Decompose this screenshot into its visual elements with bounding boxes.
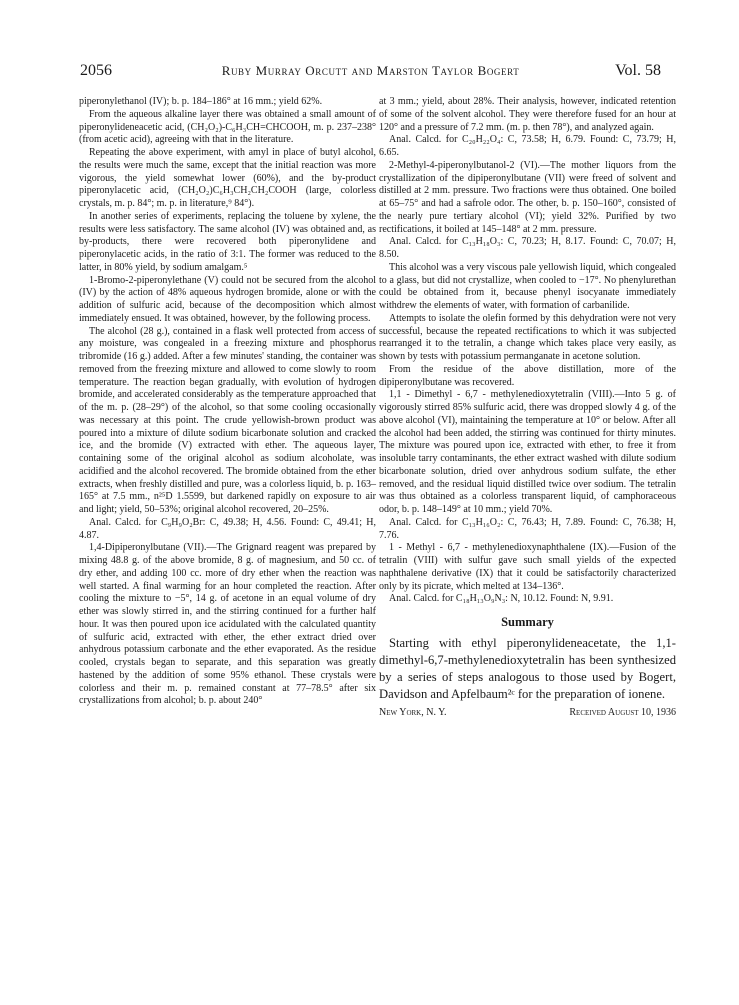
summary-text: Starting with ethyl piperonylideneacetate, the 1,1-dimethyl-6,7-methylenedioxytetralin has been synthesized by a series of steps analogous to those used by Bogert, Davidson and Apfelbaum²ᶜ for the preparation of ionene. (379, 635, 676, 702)
paragraph: From the aqueous alkaline layer there was obtained a small amount of piperonylideneacetic acid, (CH₂O₂)-C₆H₃CH=CHCOOH, m. p. 237–238° (from acetic acid), agreeing with that in the literature. (79, 108, 376, 146)
analysis-line: Anal. Calcd. for C₂₀H₂₂O₄: C, 73.58; H, 6.79. Found: C, 73.79; H, 6.65. (379, 134, 676, 158)
paragraph: 1,1 - Dimethyl - 6,7 - methylenedioxytetralin (VIII).—Into 5 g. of vigorously stirred 85% sulfuric acid, there was dropped slowly 4 g. of the above alcohol (VI), maintaining the temperature at 10° or below. After all the alcohol had been added, the stirring was continued for thirty minutes. The mixture was poured upon ice, extracted with ether, to free it from insoluble tarry contaminants, the ether extract washed with dilute sodium bicarbonate solution, dried over anhydrous sodium sulfate, the ether removed, and the residual liquid distilled twice over sodium. The tetralin was thus obtained as a colorless transparent liquid, of camphoraceous odor, b. p. 148–149° at 10 mm.; yield 70%. (379, 389, 676, 515)
left-column (79, 96, 376, 708)
paragraph: From the residue of the above distillation, more of the dipiperonylbutane was recovered. (379, 363, 676, 388)
paragraph: In another series of experiments, replacing the toluene by xylene, the results were less satisfactory. The same alcohol (IV) was obtained and, as by-products, there were recovered both piperonylidene and piperonylacetic acids, in the ratio of 3:1. The former was reduced to the latter, in 80% yield, by sodium amalgam.⁵ (79, 210, 376, 273)
location: New York, N. Y. (379, 706, 447, 718)
page-number: 2056 (80, 62, 112, 79)
right-column (379, 96, 676, 721)
paragraph: This alcohol was a very viscous pale yellowish liquid, which congealed to a glass, but did not crystallize, when cooled to −17°. No phenylurethan could be obtained from it, because phenyl isocyanate immediately withdrew the elements of water, with formation of carbanilide. (379, 261, 676, 311)
paragraph: at 3 mm.; yield, about 28%. Their analysis, however, indicated retention of some of the solvent alcohol. They were therefore fused for an hour at 120° and a pressure of 7.2 mm. (m. p. then 78°), and analyzed again. (379, 96, 676, 133)
running-header (80, 62, 661, 82)
running-title: Ruby Murray Orcutt and Marston Taylor Bogert (221, 63, 520, 78)
paragraph: 1 - Methyl - 6,7 - methylenedioxynaphthalene (IX).—Fusion of the tetralin (VIII) with sulfur gave such small yields of the expected naphthalene derivative (IX) that it could be satisfactorily characterized only by its picrate, which melted at 134–136°. (379, 542, 676, 592)
analysis-line: Anal. Calcd. for C₉H₉O₂Br: C, 49.38; H, 4.56. Found: C, 49.41; H, 4.87. (79, 516, 376, 541)
paragraph: 1,4-Dipiperonylbutane (VII).—The Grignard reagent was prepared by mixing 48.8 g. of the above bromide, 8 g. of magnesium, and 50 cc. of dry ether, and adding 100 cc. more of dry ether when the reaction was well started. A final warming for an hour completed the reaction. After cooling the mixture to −5°, 14 g. of acetone in an equal volume of dry ether was slowly stirred in, and the stirring continued for a further half hour. It was then poured upon ice acidulated with the calculated quantity of sulfuric acid, extracted with ether, the ether extract dried over anhydrous potassium carbonate and the ether evaporated. As the residue cooled, crystals began to separate, and this separation was greatly hastened by the addition of some 95% ethanol. These crystals were colorless and their m. p. remained constant at 77–78.5° after six crystallizations from alcohol; b. p. about 240° (79, 542, 376, 707)
paragraph: 1-Bromo-2-piperonylethane (V) could not be secured from the alcohol (IV) by the action of 48% aqueous hydrogen bromide, alone or with the addition of sulfuric acid, because of the decomposition which almost immediately ensued. It was obtained, however, by the following process. (79, 274, 376, 324)
received-date: Received August 10, 1936 (569, 706, 676, 718)
paragraph: 2-Methyl-4-piperonylbutanol-2 (VI).—The mother liquors from the crystallization of the dipiperonylbutane (VII) were freed of solvent and distilled at 2 mm. pressure. Two fractions were thus obtained. One boiled at 65–75° and had a safrole odor. The other, b. p. 150–160°, consisted of the nearly pure tertiary alcohol (VI); yield 32%. Purified by two rectifications, it boiled at 145–148° at 2 mm. pressure. (379, 159, 676, 235)
paragraph: piperonylethanol (IV); b. p. 184–186° at 16 mm.; yield 62%. (79, 96, 323, 107)
analysis-line: Anal. Calcd. for C₁₈H₁₃O₉N₃: N, 10.12. Found: N, 9.91. (389, 593, 614, 605)
article-footer (379, 707, 676, 721)
summary-heading: Summary (501, 615, 554, 629)
paragraph: The alcohol (28 g.), contained in a flask well protected from access of any moisture, was congealed in a freezing mixture and phosphorus tribromide (16 g.) added. After a few minutes' standing, the container was removed from the freezing mixture and allowed to come slowly to room temperature. The reaction began gradually, with evolution of hydrogen bromide, and accelerated considerably as the temperature approached that of the m. p. (28–29°) of the alcohol, so that some cooling occasionally was necessary at this point. The crude yellowish-brown product was poured into a mixture of dilute sodium bicarbonate solution and cracked ice, and the bromide (V) extracted with ether. The aqueous layer, containing some of the original alcohol as sodium alcoholate, was acidified and the alcohol recovered. The bromide obtained from the ether extracts, when freshly distilled and pure, was a colorless liquid, b. p. 163–165° at 7.5 mm., n²⁵D 1.5599, but darkened rapidly on exposure to air and light; yield, 50–53%; original alcohol recovered, 20–25%. (79, 325, 376, 515)
paragraph: Attempts to isolate the olefin formed by this dehydration were not very successful, because the repeated rectifications to which it was subjected rearranged it to the tetralin, a change which takes place very easily, as shown by tests with potassium permanganate in acetone solution. (379, 312, 676, 362)
analysis-line: Anal. Calcd. for C₁₃H₁₈O₃: C, 70.23; H, 8.17. Found: C, 70.07; H, 8.50. (379, 236, 676, 260)
volume-label: Vol. 58 (615, 62, 661, 79)
analysis-line: Anal. Calcd. for C₁₃H₁₆O₂: C, 76.43; H, 7.89. Found: C, 76.38; H, 7.76. (379, 516, 676, 541)
paragraph: Repeating the above experiment, with amyl in place of butyl alcohol, the results were much the same, except that the initial reaction was more vigorous, the yield somewhat lower (60%), and the by-product piperonylacetic acid, (CH₂O₂)C₆H₃CH₂CH₂COOH (large, colorless crystals, m. p. 84°; m. p. in literature,⁹ 84°). (79, 147, 376, 209)
